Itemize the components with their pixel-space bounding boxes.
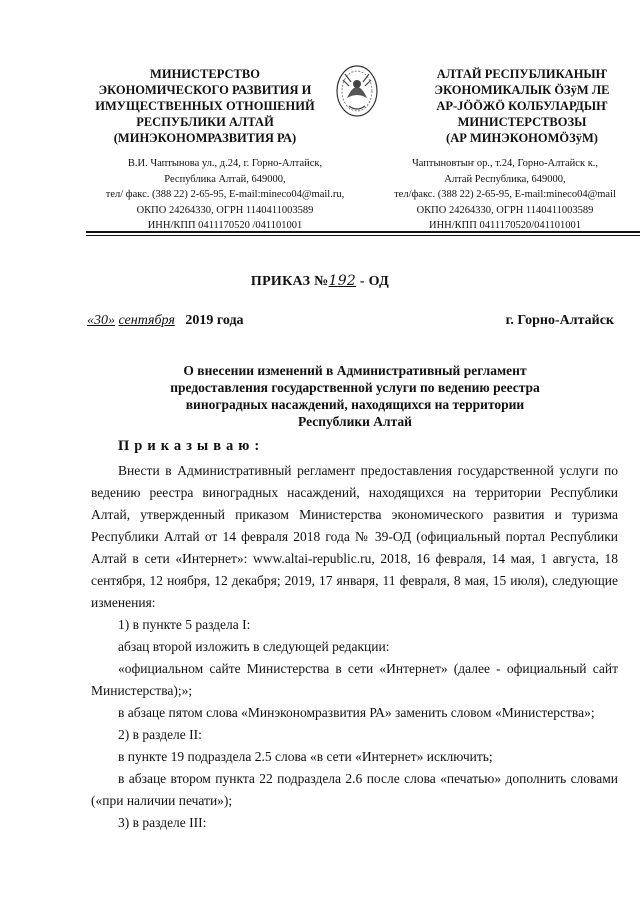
ministry-name-line: РЕСПУБЛИКИ АЛТАЙ: [136, 115, 274, 129]
address-line: ИНН/КПП 0411170520 /041101001: [147, 220, 303, 231]
order-body: [91, 460, 618, 834]
date-open-quote: «: [87, 313, 94, 328]
body-paragraph: Внести в Административный регламент предоставления государственной услуги по ведению реестра виноградных насаждений, находящихся на территории Республики Алтай, утвержденный приказом Министерства экономического развития и туризма Республики Алтай от 14 февраля 2018 года № 39-ОД (официальный портал Республики Алтай в сети «Интернет»: www.altai-republic.ru, 2018, 16 февраля, 14 мая, 1 августа, 18 сентября, 12 ноября, 12 декабря; 2019, 17 января, 11 февраля, 8 мая, 15 июля), следующие изменения:: [91, 463, 618, 610]
ministry-name-altai: [392, 66, 640, 146]
body-paragraph: в абзаце пятом слова «Минэкономразвития РА» заменить словом «Министерства»;: [118, 705, 595, 720]
ministry-name-line: МИНИСТЕРСТВО: [150, 67, 260, 81]
body-paragraph: абзац второй изложить в следующей редакции:: [118, 639, 390, 654]
ministry-name-line: (МИНЭКОНОМРАЗВИТИЯ РА): [113, 131, 297, 145]
subject-line: виноградных насаждений, находящихся на территории: [185, 397, 525, 412]
order-date: [87, 313, 244, 329]
address-line: тел/ факс. (388 22) 2-65-95, E-mail:mineco04@mail.ru,: [105, 189, 345, 200]
subject-line: предоставления государственной услуги по ведению реестра: [170, 380, 540, 395]
ministry-name-line: МИНИСТЕРСТВОЗЫ: [457, 115, 587, 129]
header-divider-thin: [86, 235, 640, 236]
body-paragraph: «официальном сайте Министерства в сети «Интернет» (далее - официальный сайт Министерства);»;: [91, 661, 618, 698]
order-title: [0, 273, 640, 290]
body-paragraph: в пункте 19 подраздела 2.5 слова «в сети «Интернет» исключить;: [118, 749, 493, 764]
subject-line: О внесении изменений в Административный регламент: [183, 363, 527, 378]
address-line: В.И. Чаптынова ул., д.24, г. Горно-Алтайск,: [127, 158, 323, 169]
order-city: г. Горно-Алтайск: [505, 313, 614, 328]
ministry-name-line: АЛТАЙ РЕСПУБЛИКАНЫҤ: [436, 67, 608, 81]
body-paragraph: в абзаце втором пункта 22 подраздела 2.6 после слова «печатью» дополнить словами («при наличии печати»);: [91, 771, 618, 808]
body-paragraph: 1) в пункте 5 раздела I:: [118, 617, 251, 632]
order-directive-heading: Приказываю:: [118, 438, 265, 454]
ministry-name-line: АР-JÖÖЖÖ КОЛБУЛАРДЫҤ: [436, 99, 608, 113]
ministry-name-russian: [80, 66, 330, 146]
order-title-prefix: ПРИКАЗ №: [250, 274, 329, 289]
address-line: ОКПО 24264330, ОГРН 1140411003589: [416, 204, 594, 216]
body-paragraph: 3) в разделе III:: [118, 815, 207, 830]
address-line: ИНН/КПП 0411170520/041101001: [429, 220, 581, 231]
ministry-name-line: ЭКОНОМИЧЕСКОГО РАЗВИТИЯ И: [98, 83, 312, 97]
ministry-name-line: ЭКОНОМИКАЛЫК ÖЗÿМ ЛЕ: [434, 83, 610, 97]
coat-of-arms-emblem: [333, 62, 381, 120]
address-altai: [369, 156, 640, 234]
body-paragraph: 2) в разделе II:: [118, 727, 202, 742]
order-number: 192: [328, 273, 357, 289]
ministry-name-line: (АР МИНЭКОНОМÖЗÿМ): [446, 131, 598, 145]
date-month: сентября: [118, 313, 175, 328]
address-russian: [84, 156, 366, 234]
date-close-quote: »: [108, 313, 115, 328]
address-line: Республика Алтай, 649000,: [164, 173, 286, 185]
order-subject: [100, 362, 610, 430]
subject-line: Республики Алтай: [298, 414, 412, 429]
header-divider-thick: [86, 231, 640, 233]
address-line: Чаптыновтыҥ ор., т.24, Горно-Алтайск к.,: [411, 158, 599, 169]
address-line: Алтай Республика, 649000,: [444, 173, 566, 185]
order-title-suffix: - ОД: [359, 274, 390, 289]
ministry-name-line: ИМУЩЕСТВЕННЫХ ОТНОШЕНИЙ: [95, 99, 315, 113]
date-year: 2019 года: [185, 313, 244, 328]
address-line: ОКПО 24264330, ОГРН 1140411003589: [136, 204, 314, 216]
date-day: 30: [94, 313, 108, 328]
address-line: тел/факс. (388 22) 2-65-95, E-mail:mineco04@mail: [394, 189, 616, 200]
